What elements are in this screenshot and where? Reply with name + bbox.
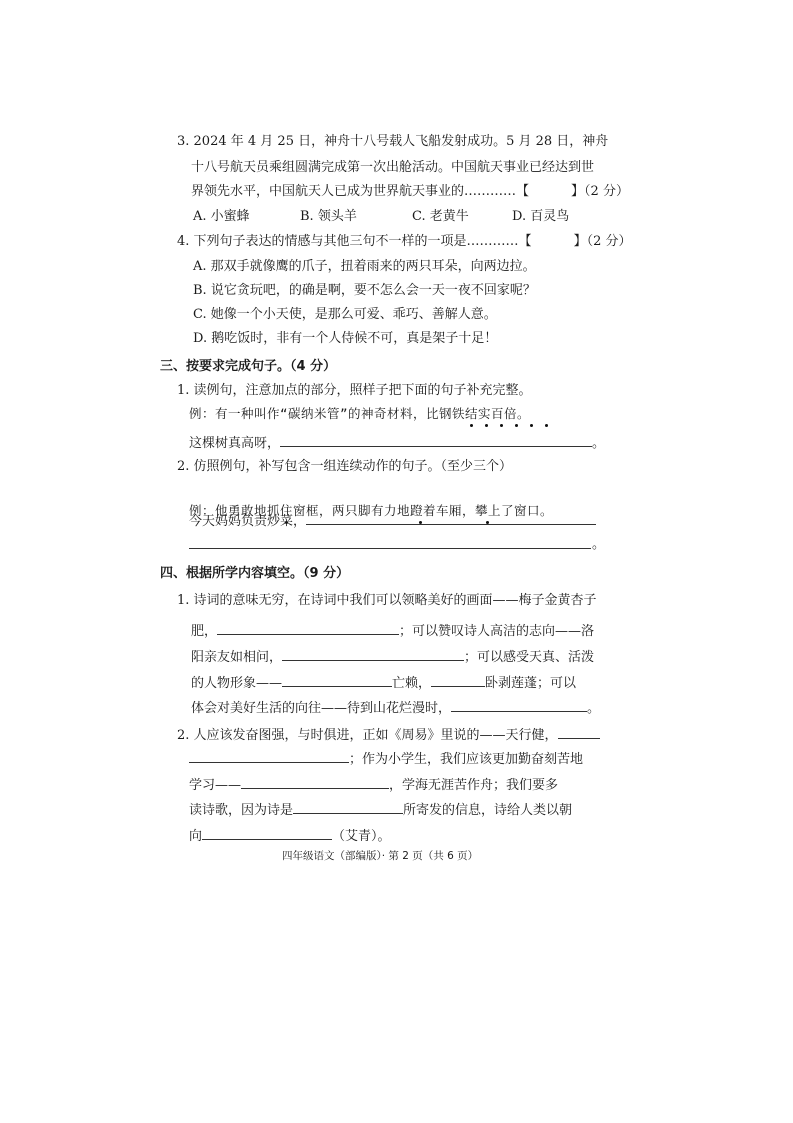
s4-q2-blank-1b[interactable] [189, 748, 349, 763]
q4-bracket-close: 】 [573, 234, 587, 249]
q3-option-c: C. 老黄牛 [412, 209, 469, 224]
q3-option-b: B. 领头羊 [300, 209, 357, 224]
emphasis-dot [515, 424, 518, 427]
emphasis-dot [545, 424, 548, 427]
s4-q2-line5-b: （艾青）。 [332, 829, 391, 844]
q4-stem-line [177, 233, 631, 251]
s4-q2-line4-a: 读诗歌，因为诗是 [189, 803, 294, 818]
s4-q1-blank-4[interactable] [431, 672, 485, 687]
s3-q1-example [189, 405, 793, 423]
s3-q1-end: 。 [592, 436, 606, 451]
section3-heading: 三、按要求完成句子。（4 分） [160, 359, 337, 374]
s4-q1-line3-a: 阳亲友如相问， [191, 650, 283, 665]
emphasis-dot [500, 424, 503, 427]
s4-q1-line1: 1. 诗词的意味无穷，在诗词中我们可以领略美好的画面——梅子金黄杏子 [177, 593, 597, 608]
q4-option-d: D. 鹅吃饭时，非有一个人侍候不可，真是架子十足！ [193, 331, 498, 346]
q3-score: （2 分） [584, 184, 629, 199]
q4-option-a: A. 那双手就像鹰的爪子，扭着雨来的两只耳朵，向两边拉。 [193, 259, 536, 274]
s4-q1-line3 [191, 646, 594, 667]
s4-q2-line1-text: 2. 人应该发奋图强，与时俱进，正如《周易》里说的——天行健， [177, 728, 558, 743]
s4-q1-blank-1[interactable] [217, 620, 399, 635]
q4-score: （2 分） [586, 234, 632, 249]
s3-q2-stem: 2. 仿照例句，补写包含一组连续动作的句子。（至少三个） [177, 459, 513, 474]
emphasis-dot [470, 424, 473, 427]
s4-q1-line4-b: 亡赖， [392, 676, 432, 691]
s4-q1-blank-3[interactable] [282, 672, 392, 687]
q3-line2: 十八号航天员乘组圆满完成第一次出舱活动。中国航天事业已经达到世 [191, 160, 595, 175]
page-footer: 四年级语文（部编版）· 第 2 页（共 6 页） [282, 850, 479, 862]
s4-q1-line3-b: ；可以感受天真、活泼 [464, 650, 595, 665]
s3-q2-example-text: 例：他勇敢地抓住窗框，两只脚有力地蹬着车厢，攀上了窗口。 [189, 503, 554, 518]
s4-q1-blank-2[interactable] [282, 646, 464, 661]
emphasis-dot [485, 424, 488, 427]
s4-q2-line5-a: 向 [189, 829, 203, 844]
s3-q2-blank-1[interactable] [306, 510, 596, 525]
s4-q1-line2-b: ；可以赞叹诗人高洁的志向——洛 [399, 624, 595, 639]
s4-q2-blank-1a[interactable] [558, 724, 600, 739]
s4-q1-line2-a: 肥， [191, 624, 218, 639]
s4-q2-line2 [189, 748, 583, 769]
s3-q1-blank[interactable] [280, 432, 592, 447]
q3-bracket-open: 【 [516, 184, 530, 199]
s3-q1-answer-line [189, 432, 605, 453]
s3-q2-blank-2[interactable] [189, 548, 591, 549]
q3-line3-text: 界领先水平，中国航天人已成为世界航天事业的………… [191, 184, 517, 199]
q3-line3 [191, 183, 629, 201]
s4-q2-blank-2[interactable] [241, 774, 389, 789]
s3-q1-stem: 1. 读例句，注意加点的部分，照样子把下面的句子补充完整。 [177, 383, 532, 398]
s4-q2-line3-a: 学习—— [189, 778, 242, 793]
s4-q1-line5-b: 。 [587, 701, 601, 716]
s4-q1-line4 [191, 672, 576, 693]
section4-heading: 四、根据所学内容填空。（9 分） [160, 566, 350, 581]
s4-q1-line5-a: 体会对美好生活的向往——待到山花烂漫时， [191, 701, 452, 716]
s3-q1-example-text: 例：有一种叫作“碳纳米管”的神奇材料，比钢铁结实百倍。 [189, 406, 531, 421]
q3-option-a: A. 小蜜蜂 [193, 209, 250, 224]
s4-q2-blank-4[interactable] [202, 825, 332, 840]
q3-line1: 3. 2024 年 4 月 25 日，神舟十八号载人飞船发射成功。5 月 28 日，神舟 [177, 134, 609, 149]
q3-option-d: D. 百灵鸟 [512, 209, 570, 224]
s4-q1-line4-a: 的人物形象—— [191, 676, 283, 691]
s4-q1-line2 [191, 620, 594, 641]
s4-q1-line5 [191, 697, 600, 718]
s4-q2-line4-b: 所寄发的信息，诗给人类以朝 [403, 803, 573, 818]
q4-bracket-open: 【 [518, 234, 532, 249]
q4-option-c: C. 她像一个小天使，是那么可爱、乖巧、善解人意。 [193, 307, 497, 322]
s3-q2-prompt: 今天妈妈负责炒菜， [189, 514, 307, 529]
q3-bracket-close: 】 [571, 184, 585, 199]
s4-q2-line3 [189, 774, 558, 795]
s3-q2-end: 。 [592, 537, 606, 552]
s3-q1-prompt: 这棵树真高呀， [189, 436, 281, 451]
s3-q2-answer-line [189, 510, 596, 531]
q4-stem: 4. 下列句子表达的情感与其他三句不一样的一项是………… [177, 234, 519, 249]
s4-q2-line1 [177, 724, 600, 745]
emphasis-dot [530, 424, 533, 427]
s4-q2-line3-b: ，学海无涯苦作舟；我们要多 [389, 778, 559, 793]
s4-q1-blank-5[interactable] [451, 697, 587, 712]
s4-q2-line5 [189, 825, 391, 846]
s4-q1-line4-c: 卧剥莲蓬；可以 [485, 676, 577, 691]
q4-option-b: B. 说它贪玩吧，的确是啊，要不怎么会一天一夜不回家呢？ [193, 283, 536, 298]
s4-q2-blank-3[interactable] [293, 799, 403, 814]
s4-q2-line4 [189, 799, 572, 820]
s4-q2-line2-text: ；作为小学生，我们应该更加勤奋刻苦地 [349, 752, 584, 767]
